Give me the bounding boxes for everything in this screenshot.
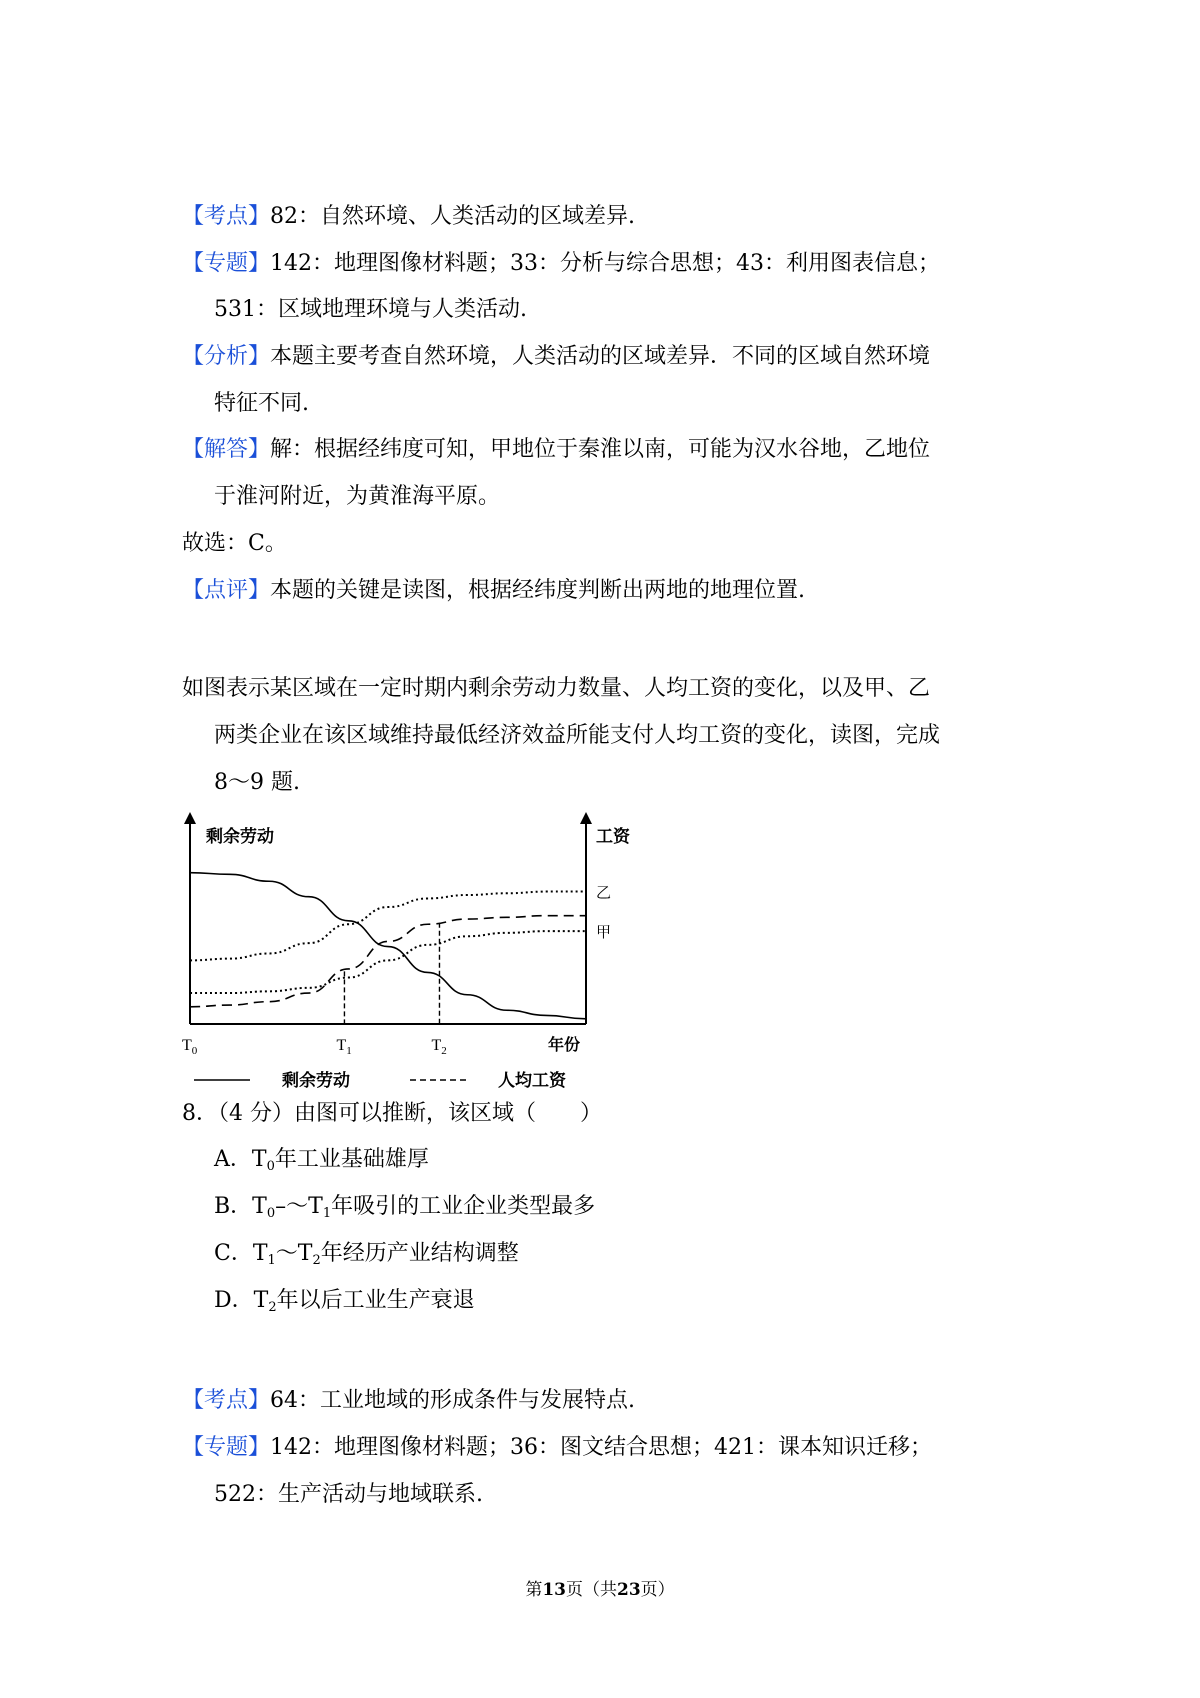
zhuanti2-tag: 【专题】 [182,1435,271,1460]
zhuanti2-text: 142：地理图像材料题；36：图文结合思想；421：课本知识迁移； [270,1435,932,1460]
jieda-tag: 【解答】 [182,437,271,462]
fenxi-tag: 【分析】 [182,344,271,369]
labor-wage-chart [176,812,646,1100]
question8-stem: 8．（4 分）由图可以推断，该区域（ ） [182,1101,602,1126]
answer-line: 故选：C。 [182,531,287,556]
series-line-3 [190,931,586,993]
option-d: D．$T_2$年以后工业生产衰退 [214,1288,475,1315]
fenxi-text: 本题主要考查自然环境，人类活动的区域差异．不同的区域自然环境 [270,344,931,369]
series-label-2: 乙 [596,884,612,902]
series-line-1 [190,916,586,1007]
kaodian-tag: 【考点】 [182,204,271,229]
zhuanti-tag: 【专题】 [182,251,271,276]
kaodian2-tag: 【考点】 [182,1388,271,1413]
x-tick-label-1: $T_1$ [336,1037,352,1057]
option-c: C．$T_1\sim T_2$年经历产业结构调整 [214,1241,519,1268]
kaodian2-line [182,1386,635,1416]
page-footer: 第13页（共23页） [525,1580,675,1600]
legend-label-1: 人均工资 [498,1071,566,1090]
kaodian-text: 82：自然环境、人类活动的区域差异. [270,204,636,229]
jieda-text-cont: 于淮河附近，为黄淮海平原。 [214,484,501,509]
fenxi-text-cont: 特征不同. [214,391,309,416]
zhuanti-text-cont: 531：区域地理环境与人类活动. [214,297,527,322]
kaodian-line [182,202,635,232]
intro-line-2: 两类企业在该区域维持最低经济效益所能支付人均工资的变化，读图，完成 [214,723,941,748]
series-line-2 [190,892,586,961]
zhuanti-line [182,249,940,279]
kaodian2-text: 64：工业地域的形成条件与发展特点. [270,1388,636,1413]
x-tick-label-3: 年份 [548,1037,581,1054]
left-axis-arrow [184,812,196,824]
zhuanti-text: 142：地理图像材料题；33：分析与综合思想；43：利用图表信息； [270,251,940,276]
x-tick-label-2: $T_2$ [431,1037,447,1057]
dianping-tag: 【点评】 [182,578,271,603]
zhuanti2-text-cont: 522：生产活动与地域联系. [214,1482,483,1507]
option-b: B．$T_0-\sim T_1$年吸引的工业企业类型最多 [214,1194,596,1221]
legend-label-0: 剩余劳动 [282,1071,350,1090]
intro-line-3: 8～9 题. [214,770,300,795]
jieda-line [182,435,930,465]
right-axis-arrow [580,812,592,824]
dianping-line [182,576,805,606]
right-axis-label: 工资 [596,827,630,846]
x-tick-label-0: $T_0$ [182,1037,198,1057]
left-axis-label: 剩余劳动 [206,827,274,846]
fenxi-line [182,342,930,372]
series-line-0 [190,873,586,1019]
dianping-text: 本题的关键是读图，根据经纬度判断出两地的地理位置. [270,578,806,603]
option-a: A．$T_0$年工业基础雄厚 [214,1147,429,1174]
intro-line-1: 如图表示某区域在一定时期内剩余劳动力数量、人均工资的变化，以及甲、乙 [182,676,931,701]
series-label-3: 甲 [596,924,612,942]
jieda-text: 解：根据经纬度可知，甲地位于秦淮以南，可能为汉水谷地，乙地位 [270,437,931,462]
zhuanti2-line [182,1433,932,1463]
